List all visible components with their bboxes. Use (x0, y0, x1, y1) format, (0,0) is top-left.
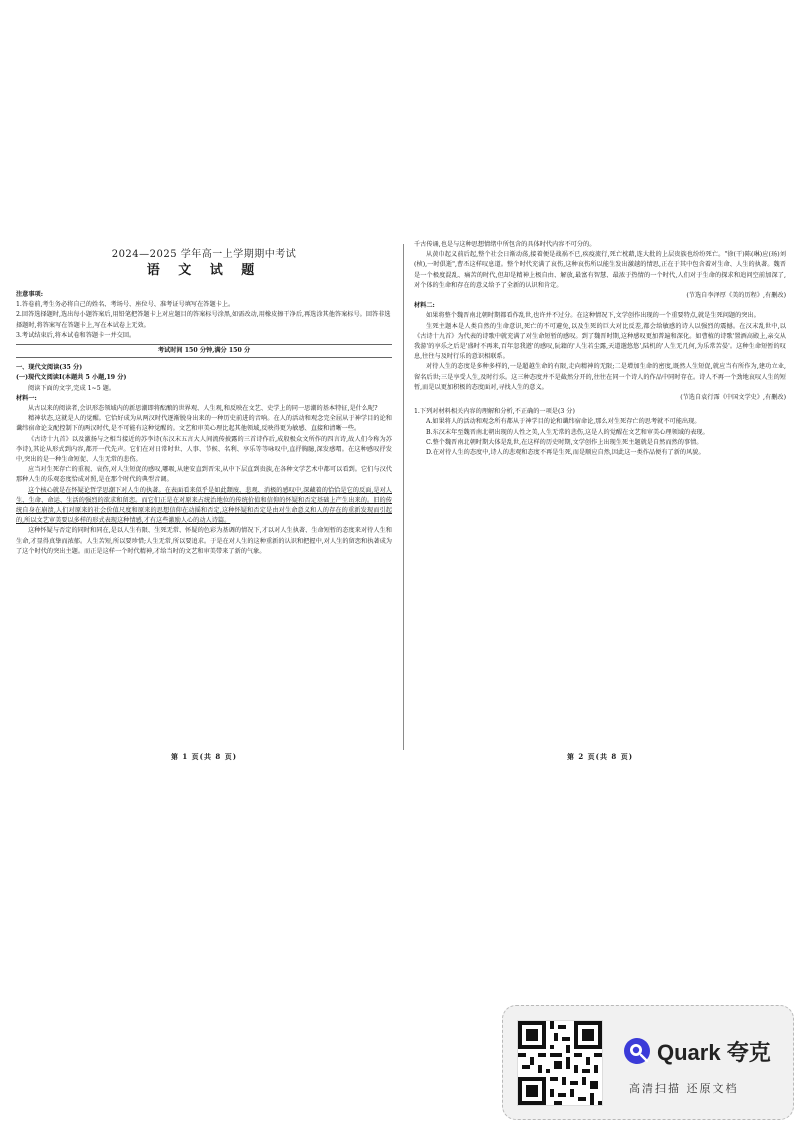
paragraph: 生死主题本是人类自然的生命意识,死亡的不可避免,以及生死的巨大对比反差,都会给敏感的诗人以强烈的震撼。在汉末乱世中,以《古诗十九首》为代表的诗歌中就充满了对生命短暂的感叹。到了魏晋时期,这种感叹更加普遍和深化。如曹植的诗歌'置酒高殿上,亲交从我游'的享乐之后是'盛时不再来,百年忽我遒'的感叹,阮籍的'人生若尘露,天道邈悠悠',陆机的'人生无几何,为乐常苦晏'。这种生命短暂的叹息,往往与及时行乐的意识相联系。 (414, 322, 786, 361)
quark-brand-name: Quark 夸克 (657, 1039, 771, 1065)
question-stem: 1.下列对材料相关内容的理解和分析,不正确的一项是(3 分) (414, 408, 575, 416)
paragraph: 千古传诵,也是与这种思想情绪中所包含的具体时代内容不可分的。 (414, 241, 596, 248)
left-page (16, 240, 392, 557)
paragraph: 精神状态,这就是人的觉醒。它恰好成为从两汉时代逐渐脱身出来的一种历史前进的音响。在人的活动和观念完全屈从于神学目的论和谶纬宿命论支配控制下的两汉时代,是不可能有这种觉醒的。文艺和审美心理比起其他领域,反映得更为敏感、直接和清晰一些。 (16, 415, 392, 433)
instruction: 阅读下面的文字,完成 1~5 题。 (28, 384, 116, 392)
quark-watermark (502, 1005, 794, 1120)
option-d: D.在对待人生的态度中,诗人的悲观和态度不再是生死,而是顺应自然,因此这一类作品便有了新的风貌。 (426, 449, 705, 457)
right-page (414, 240, 786, 458)
material-one-label: 材料一: (16, 394, 37, 402)
quark-logo-icon (623, 1037, 651, 1065)
exam-time-line: 考试时间 150 分钟,满分 150 分 (16, 344, 392, 358)
quark-brand (623, 1036, 771, 1066)
note-item: 1.答卷前,考生务必将自己的姓名、考场号、座位号、准考证号填写在答题卡上。 (16, 301, 235, 309)
material-two-label: 材料二: (414, 302, 435, 310)
option-c: C.整个魏晋南北朝时期大体是乱世,在这样的历史时期,文学创作上出现生死主题就是自然而然的事情。 (426, 438, 703, 446)
notes-header: 注意事项: (16, 291, 44, 298)
option-a: A.如果将人的活动和观念所有都从于神学目的论和谶纬宿命论,那么对生死存亡的思考就不可能出现。 (426, 418, 701, 426)
page-footer-right: 第 2 页(共 8 页) (566, 752, 634, 761)
note-item: 2.回答选择题时,选出每小题答案后,用铅笔把答题卡上对应题目的答案标号涂黑,如需改动,用橡皮擦干净后,再选涂其他答案标号。回答非选择题时,将答案写在答题卡上,写在本试卷上无效。 (16, 311, 391, 329)
notes-block (16, 290, 392, 341)
exam-title: 2024—2025 学年高一上学期期中考试 (111, 249, 297, 260)
paragraph: 从古以来的阅读者,会识形态领域内的新思潮即将酝酿的世界观、人生观,和反映在文艺、史学上的同一思潮的基本特征,是什么呢? (28, 405, 378, 413)
paragraph-underlined: 这个核心就是在怀疑论哲学思潮下对人生的执著。在表面看来似乎是如此颓废、悲观、消极的感叹中,深藏着的恰恰是它的反面,是对人生、生命、命运、生活的强烈的欲求和留恋。而它们正是在对原来占统治地位的传统价值和信仰的怀疑和否定基础上产生出来的。旧的传统自身在崩溃,人们对原来的社会价值尺度和原来的思想信仰在动摇和否定,这种怀疑和否定是由对生命意义和人的存在的重新发现而引起的,所以文艺审美要以多样的形式表现这种情感,才有这些激励人心的动人诗篇。 (16, 486, 392, 525)
subsection-heading: (一)现代文阅读Ⅰ(本题共 5 小题,19 分) (16, 374, 127, 382)
exam-subject-title: 语 文 试 题 (146, 263, 262, 278)
paragraph: 如果将整个魏晋南北朝时期都看作乱世,也许并不过分。在这种情况下,文学创作出现的一个重要特点,就是生死问题的突出。 (426, 312, 760, 320)
quark-tagline: 高清扫描 还原文档 (629, 1082, 739, 1095)
paragraph: 从黄巾起义前后起,整个社会日渐动荡,接着便是战祸不已,疾疫流行,死亡枕藉,连大批的上层贵族也纷纷死亡。"徐(干)陈(琳)应(玚)刘(桢),一时俱逝",曹丕这样叹息道。整个时代充满了哀伤,这种哀伤所以能生发出激越的情思,正在于其中包含着对生命、人生的执著。魏晋是一个极度混乱、痛苦的时代,但却是精神上极自由、解放,最富有智慧、最浓于热情的一个时代,人们对于生命的探求和追问空前加深了,对个体的生命和存在的意义给予了全新的认识和肯定。 (414, 251, 786, 289)
source-citation: (节选自李泽厚《美的历程》,有删改) (686, 292, 786, 300)
option-b: B.东汉末年至魏晋南北朝出现的人性之美,人生无常的悲伤,这是人的觉醒在文艺和审美心理领域的表现。 (426, 428, 709, 436)
paragraph: 应当对生死存亡的重视、哀伤,对人生短促的感叹,哪吸,从建安直到晋宋,从中下层直到贵族,在各种文学艺术中都可以看到。它们与汉代那种人生的乐观态度恰成对照,是在那个时代的典型音调。 (16, 466, 392, 484)
paragraph: 《古诗十九首》以及激扬与之相当接近的苏李诗(东汉末五言大人间流传披露的三首诗作后,成殷极众文所作的四言诗,故人们今称为苏李诗),其论从形式到内容,都开一代先声。它们在对日常时世、人事、节候、名利、享乐等等咏叹中,直抒胸臆,深发感喟。在这种感叹抒发中,突出的是一种生命短促、人生无常的悲伤。 (16, 435, 392, 464)
note-item: 3.考试结束后,将本试卷和答题卡一并交回。 (16, 331, 136, 339)
paragraph: 对待人生的态度是多种多样的,一是超越生命的有限,走向精神的无限;二是增加生命的密度,既然人生短促,就应当有所作为,建功立业,留名后世;三是享受人生,及时行乐。这三种态度并不是截然分开的,往往在同一个诗人的作品中同时存在。诗人不再一个劲地哀叹人生的短暂,而是以更加积极的态度面对,寻找人生的意义。 (414, 363, 786, 391)
page-divider (403, 244, 404, 750)
source-citation: (节选自袁行霈《中国文学史》,有删改) (680, 394, 786, 402)
paragraph: 这种怀疑与否定的同时和同在,是以人生有限、生死无常、怀疑的色彩为基调的情况下,才以对人生执著、生命短暂的态度来对待人生和生命,才显得真挚而浓郁。人生苦短,所以要珍惜;人生无常,所以要追求。于是在对人生的这种重新的认识和把握中,对人生的留恋和执著成为了这个时代的突出主题。而正是这样一个时代精神,才给当时的文艺和审美带来了新的气象。 (16, 527, 392, 555)
page-footer-left: 第 1 页(共 8 页) (170, 752, 238, 761)
section-heading: 一、现代文阅读(35 分) (16, 364, 83, 372)
qr-code-icon (517, 1020, 603, 1106)
